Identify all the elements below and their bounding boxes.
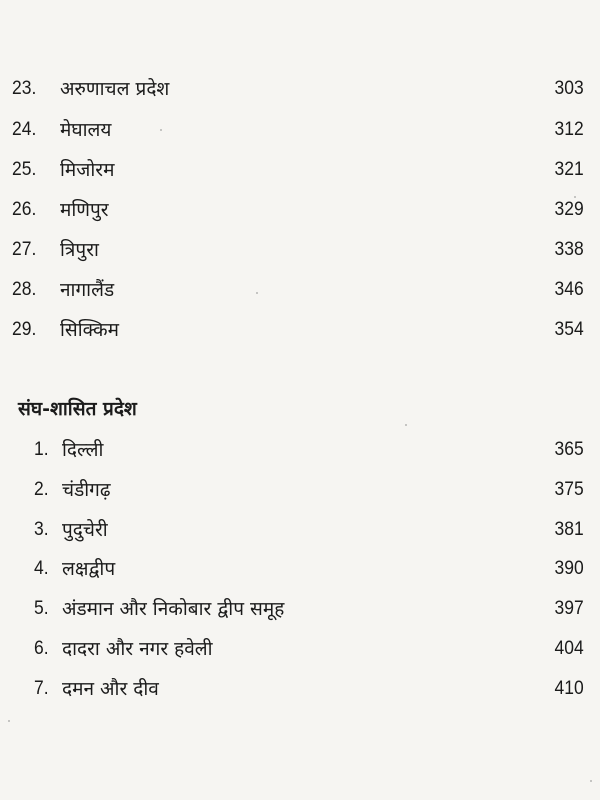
paper-speck: [8, 720, 10, 722]
entry-title: नागालैंड: [60, 279, 115, 301]
entry-title: चंडीगढ़: [62, 479, 111, 501]
entry-number: 29.: [12, 319, 37, 340]
entry-number: 6.: [34, 638, 49, 659]
toc-entry: [0, 514, 600, 546]
entry-page-number: 338: [554, 239, 584, 260]
toc-entry: [0, 633, 600, 665]
entry-title: मेघालय: [60, 119, 112, 141]
toc-entry: [0, 73, 600, 105]
entry-number: 26.: [12, 199, 37, 220]
entry-number: 23.: [12, 78, 37, 99]
paper-speck: [160, 129, 162, 131]
entry-page-number: 346: [554, 279, 584, 300]
entry-title: दादरा और नगर हवेली: [62, 638, 213, 660]
entry-number: 7.: [34, 678, 49, 699]
entry-number: 1.: [34, 439, 49, 460]
toc-entry: [0, 434, 600, 466]
entry-title: अरुणाचल प्रदेश: [60, 78, 170, 100]
paper-speck: [405, 424, 407, 426]
toc-entry: [0, 274, 600, 306]
entry-number: 25.: [12, 159, 37, 180]
entry-title: मिजोरम: [60, 159, 115, 181]
entry-page-number: 390: [554, 558, 584, 579]
toc-entry: [0, 194, 600, 226]
entry-page-number: 404: [554, 638, 584, 659]
entry-page-number: 410: [554, 678, 584, 699]
entry-title: अंडमान और निकोबार द्वीप समूह: [62, 598, 285, 620]
entry-page-number: 312: [554, 119, 584, 140]
entry-number: 27.: [12, 239, 37, 260]
entry-number: 28.: [12, 279, 37, 300]
entry-page-number: 329: [554, 199, 584, 220]
toc-entry: [0, 154, 600, 186]
entry-page-number: 397: [554, 598, 584, 619]
entry-number: 24.: [12, 119, 37, 140]
entry-title: मणिपुर: [60, 199, 109, 221]
toc-entry: [0, 673, 600, 705]
entry-title: दिल्ली: [62, 439, 104, 461]
entry-page-number: 321: [554, 159, 584, 180]
paper-speck: [256, 292, 258, 294]
toc-entry: [0, 314, 600, 346]
toc-entry: [0, 474, 600, 506]
entry-number: 2.: [34, 479, 49, 500]
entry-title: पुदुचेरी: [62, 519, 108, 541]
entry-page-number: 375: [554, 479, 584, 500]
entry-page-number: 303: [554, 78, 584, 99]
paper-speck: [574, 196, 576, 198]
toc-entry: [0, 114, 600, 146]
entry-page-number: 354: [554, 319, 584, 340]
toc-entry: [0, 553, 600, 585]
entry-page-number: 381: [554, 519, 584, 540]
entry-title: सिक्किम: [60, 319, 119, 341]
entry-page-number: 365: [554, 439, 584, 460]
section-heading: संघ-शासित प्रदेश: [18, 398, 137, 420]
entry-number: 4.: [34, 558, 49, 579]
paper-speck: [590, 780, 592, 782]
entry-number: 5.: [34, 598, 49, 619]
entry-number: 3.: [34, 519, 49, 540]
entry-title: दमन और दीव: [62, 678, 159, 700]
toc-entry: [0, 593, 600, 625]
entry-title: त्रिपुरा: [60, 239, 99, 261]
entry-title: लक्षद्वीप: [62, 558, 116, 580]
toc-entry: [0, 234, 600, 266]
